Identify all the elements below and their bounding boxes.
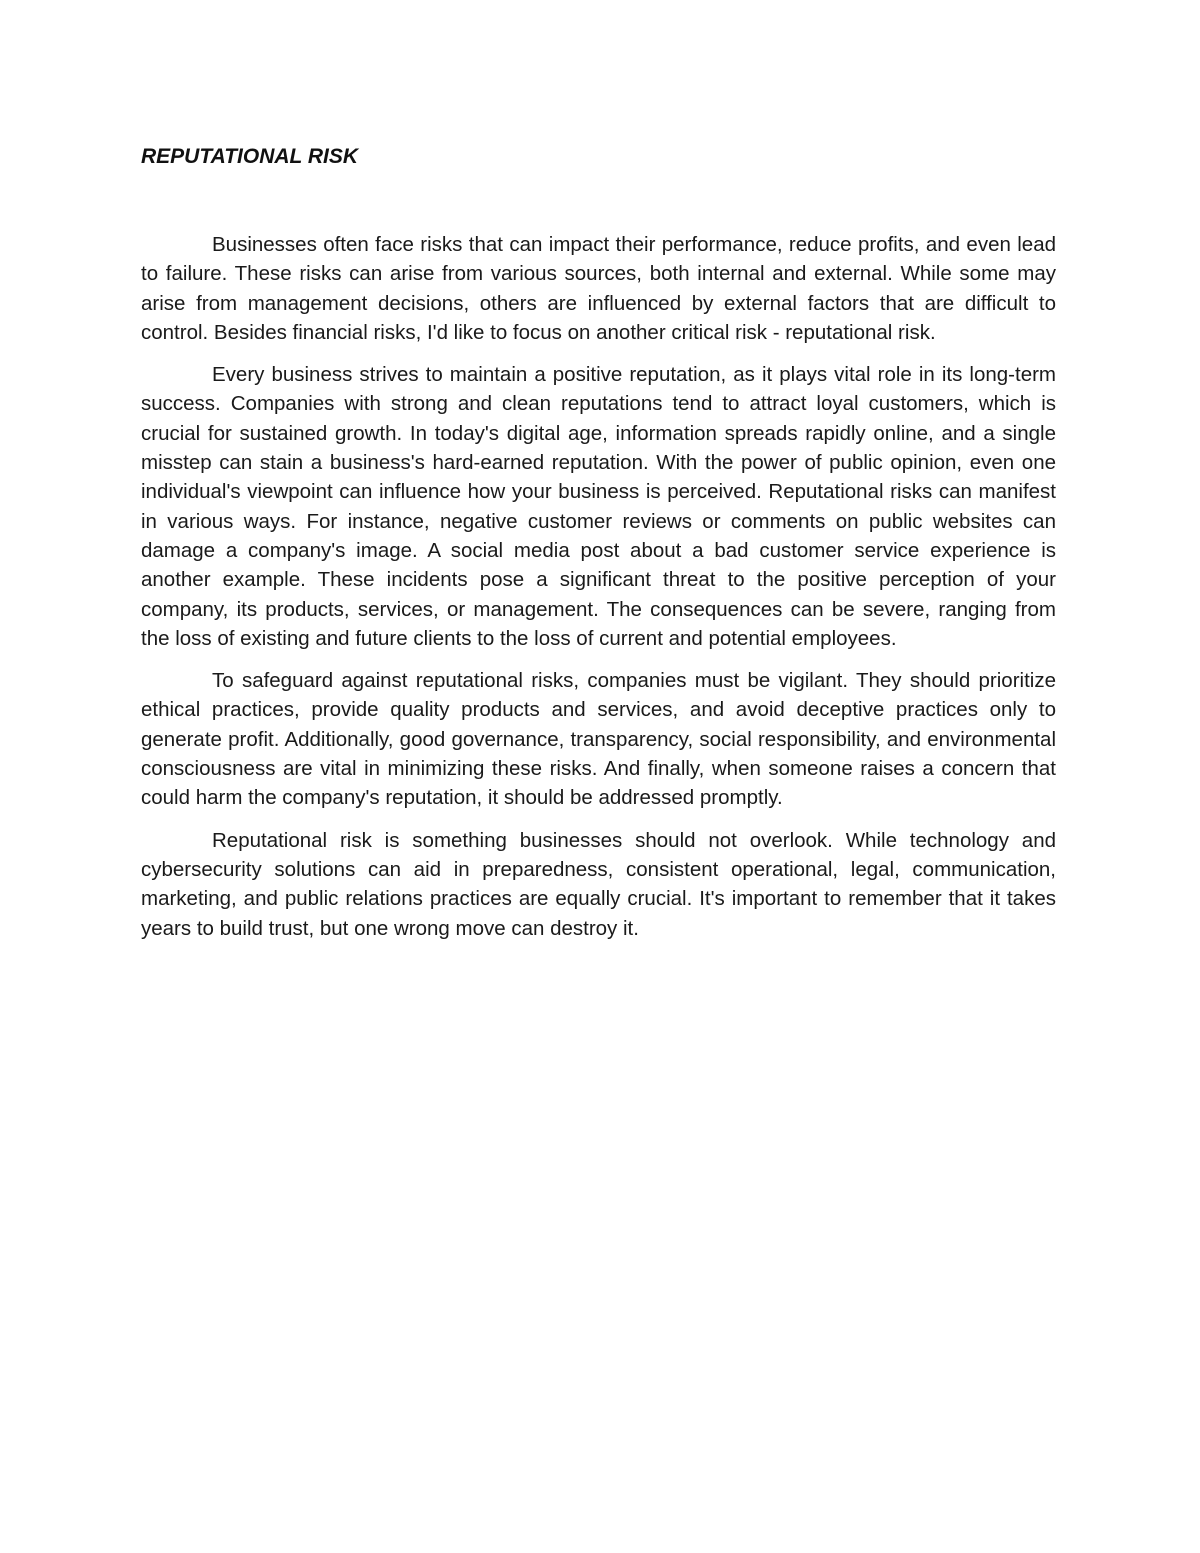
document-body	[141, 230, 1056, 956]
document-title: REPUTATIONAL RISK	[141, 145, 359, 168]
paragraph-reputation-importance: Every business strives to maintain a positive reputation, as it plays vital role in its long-term success. Companies with strong and clean reputations tend to attract loyal customers, which is crucial for sustained growth. In today's digital age, information spreads rapidly online, and a single misstep can stain a business's hard-earned reputation. With the power of public opinion, even one individual's viewpoint can influence how your business is perceived. Reputational risks can manifest in various ways. For instance, negative customer reviews or comments on public websites can damage a company's image. A social media post about a bad customer service experience is another example. These incidents pose a significant threat to the positive perception of your company, its products, services, or management. The consequences can be severe, ranging from the loss of existing and future clients to the loss of current and potential employees.	[141, 363, 1056, 650]
paragraph-safeguards: To safeguard against reputational risks, companies must be vigilant. They should prioritize ethical practices, provide quality products and services, and avoid deceptive practices only to generate profit. Additionally, good governance, transparency, social responsibility, and environmental consciousness are vital in minimizing these risks. And finally, when someone raises a concern that could harm the company's reputation, it should be addressed promptly.	[141, 669, 1056, 810]
paragraph-conclusion: Reputational risk is something businesses should not overlook. While technology and cybersecurity solutions can aid in preparedness, consistent operational, legal, communication, marketing, and public relations practices are equally crucial. It's important to remember that it takes years to build trust, but one wrong move can destroy it.	[141, 828, 1056, 940]
paragraph-intro: Businesses often face risks that can impact their performance, reduce profits, and even lead to failure. These risks can arise from various sources, both internal and external. While some may arise from management decisions, others are influenced by external factors that are difficult to control. Besides financial risks, I'd like to focus on another critical risk - reputational risk.	[141, 233, 1056, 344]
